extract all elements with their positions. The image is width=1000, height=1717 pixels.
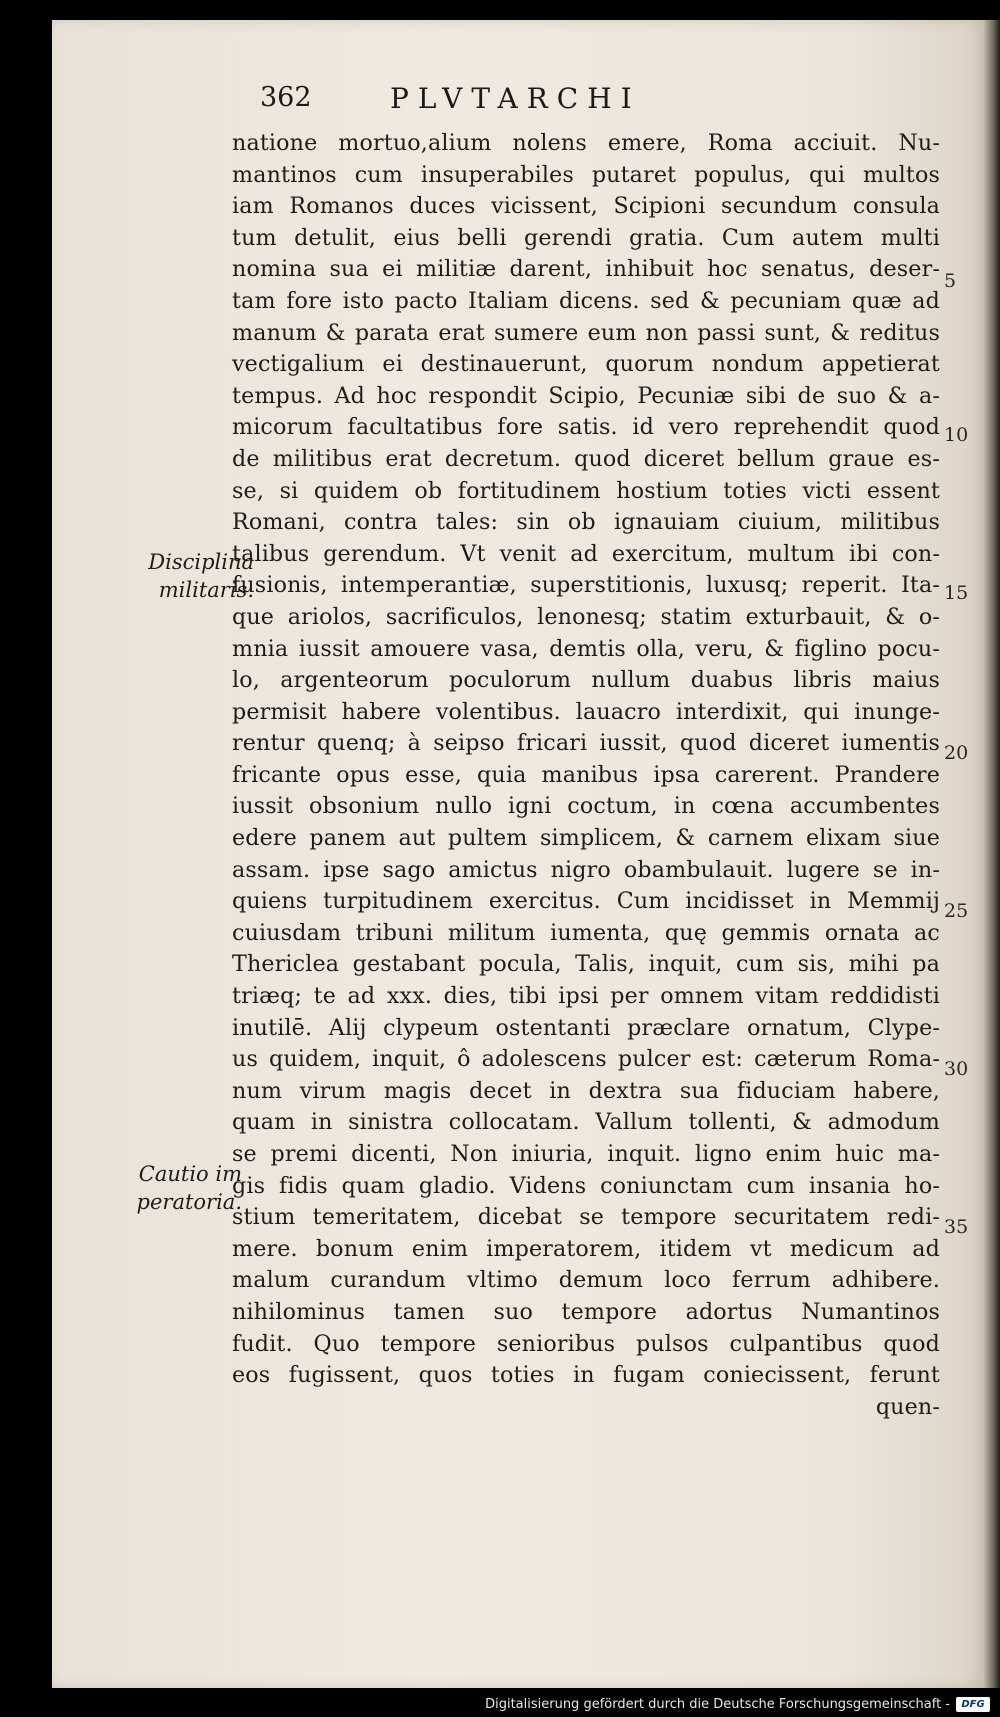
text-line: micorum facultatibus fore satis. id vero reprehendit quod xyxy=(232,414,940,441)
margin-note-line: peratoria. xyxy=(136,1190,242,1214)
text-line: quiens turpitudinem exercitus. Cum incidisset in Memmij xyxy=(232,888,940,915)
line-number-5: 5 xyxy=(944,270,957,292)
margin-note-line: Cautio im xyxy=(138,1162,242,1186)
margin-note-line: Disciplina xyxy=(148,550,254,574)
text-line: manum & parata erat sumere eum non passi sunt, & reditus xyxy=(232,319,940,346)
catchword: quen- xyxy=(875,1393,940,1420)
text-line: de militibus erat decretum. quod diceret bellum graue es- xyxy=(232,445,940,472)
line-number-15: 15 xyxy=(944,582,969,604)
text-line: nomina sua ei militiæ darent, inhibuit hoc senatus, deser- xyxy=(232,256,940,283)
line-number-30: 30 xyxy=(944,1058,969,1080)
page-number: 362 xyxy=(260,82,312,113)
text-line: Thericlea gestabant pocula, Talis, inquit, cum sis, mihi pa xyxy=(232,951,940,978)
text-line: se premi dicenti, Non iniuria, inquit. ligno enim huic ma- xyxy=(232,1141,940,1167)
text-line: mnia iussit amouere vasa, demtis olla, veru, & figlino pocu- xyxy=(232,635,940,662)
text-line: inutilē. Alij clypeum ostentanti præclare ornatum, Clype- xyxy=(232,1014,940,1041)
text-line: fudit. Quo tempore senioribus pulsos culpantibus quod xyxy=(232,1330,940,1357)
footer-credit: Digitalisierung gefördert durch die Deutsche Forschungsgemeinschaft - xyxy=(485,1697,950,1712)
text-line: tempus. Ad hoc respondit Scipio, Pecuniæ sibi de suo & a- xyxy=(232,382,940,409)
text-line: triæq; te ad xxx. dies, tibi ipsi per omnem vitam reddidisti xyxy=(232,983,940,1010)
text-line: assam. ipse sago amictus nigro obambulauit. lugere se in- xyxy=(232,856,940,883)
text-line: iussit obsonium nullo igni coctum, in cœna accumbentes xyxy=(232,793,940,820)
text-line: quam in sinistra collocatam. Vallum tollenti, & admodum xyxy=(232,1109,940,1136)
margin-note-line: militaris. xyxy=(158,578,254,602)
text-line: nihilominus tamen suo tempore adortus Numantinos xyxy=(232,1298,940,1325)
text-line: se, si quidem ob fortitudinem hostium toties victi essent xyxy=(232,477,940,504)
text-line: lo, argenteorum poculorum nullum duabus libris maius xyxy=(232,667,940,694)
text-line: que ariolos, sacrificulos, lenonesq; statim exturbauit, & o- xyxy=(232,603,940,630)
text-line: permisit habere volentibus. lauacro interdixit, qui inunge- xyxy=(232,698,940,725)
dfg-logo: DFG xyxy=(956,1697,990,1712)
text-line: vectigalium ei destinauerunt, quorum nondum appetierat xyxy=(232,351,940,378)
text-line: cuiusdam tribuni militum iumenta, quę gemmis ornata ac xyxy=(232,919,940,946)
text-line: natione mortuo,alium nolens emere, Roma acciuit. Nu- xyxy=(232,130,940,156)
text-line: talibus gerendum. Vt venit ad exercitum, multum ibi con- xyxy=(232,540,940,567)
text-line: fusionis, intemperantiæ, superstitionis, luxusq; reperit. Ita- xyxy=(232,572,940,599)
text-line: stium temeritatem, dicebat se tempore securitatem redi- xyxy=(232,1204,940,1231)
running-head xyxy=(260,82,900,122)
text-line: mere. bonum enim imperatorem, itidem vt medicum ad xyxy=(232,1235,940,1262)
text-line: iam Romanos duces vicissent, Scipioni secundum consula xyxy=(232,193,940,220)
digitization-footer xyxy=(0,1694,1000,1717)
line-number-25: 25 xyxy=(944,900,969,922)
running-title: PLVTARCHI xyxy=(390,82,641,115)
text-line: fricante opus esse, quia manibus ipsa carerent. Prandere xyxy=(232,761,940,788)
text-line: gis fidis quam gladio. Videns coniunctam cum insania ho- xyxy=(232,1172,940,1199)
line-number-35: 35 xyxy=(944,1216,969,1238)
margin-note-disciplina xyxy=(120,548,254,604)
text-line: malum curandum vltimo demum loco ferrum adhibere. xyxy=(232,1267,940,1294)
text-line: tam fore isto pacto Italiam dicens. sed & pecuniam quæ ad xyxy=(232,287,940,314)
main-text-block xyxy=(232,128,940,1423)
text-line: tum detulit, eius belli gerendi gratia. Cum autem multi xyxy=(232,224,940,251)
margin-note-cautio xyxy=(100,1160,242,1216)
text-line: mantinos cum insuperabiles putaret populus, qui multos xyxy=(232,161,940,188)
text-line: Romani, contra tales: sin ob ignauiam ciuium, militibus xyxy=(232,509,940,536)
text-line: us quidem, inquit, ô adolescens pulcer est: cæterum Roma- xyxy=(232,1046,940,1073)
text-line: edere panem aut pultem simplicem, & carnem elixam siue xyxy=(232,825,940,852)
page-edge-shadow xyxy=(984,20,1000,1688)
line-number-10: 10 xyxy=(944,424,969,446)
text-line: rentur quenq; à seipso fricari iussit, quod diceret iumentis xyxy=(232,730,940,757)
line-number-20: 20 xyxy=(944,742,969,764)
text-line: eos fugissent, quos toties in fugam coniecissent, ferunt xyxy=(232,1362,940,1389)
text-line: num virum magis decet in dextra sua fiduciam habere, xyxy=(232,1077,940,1104)
